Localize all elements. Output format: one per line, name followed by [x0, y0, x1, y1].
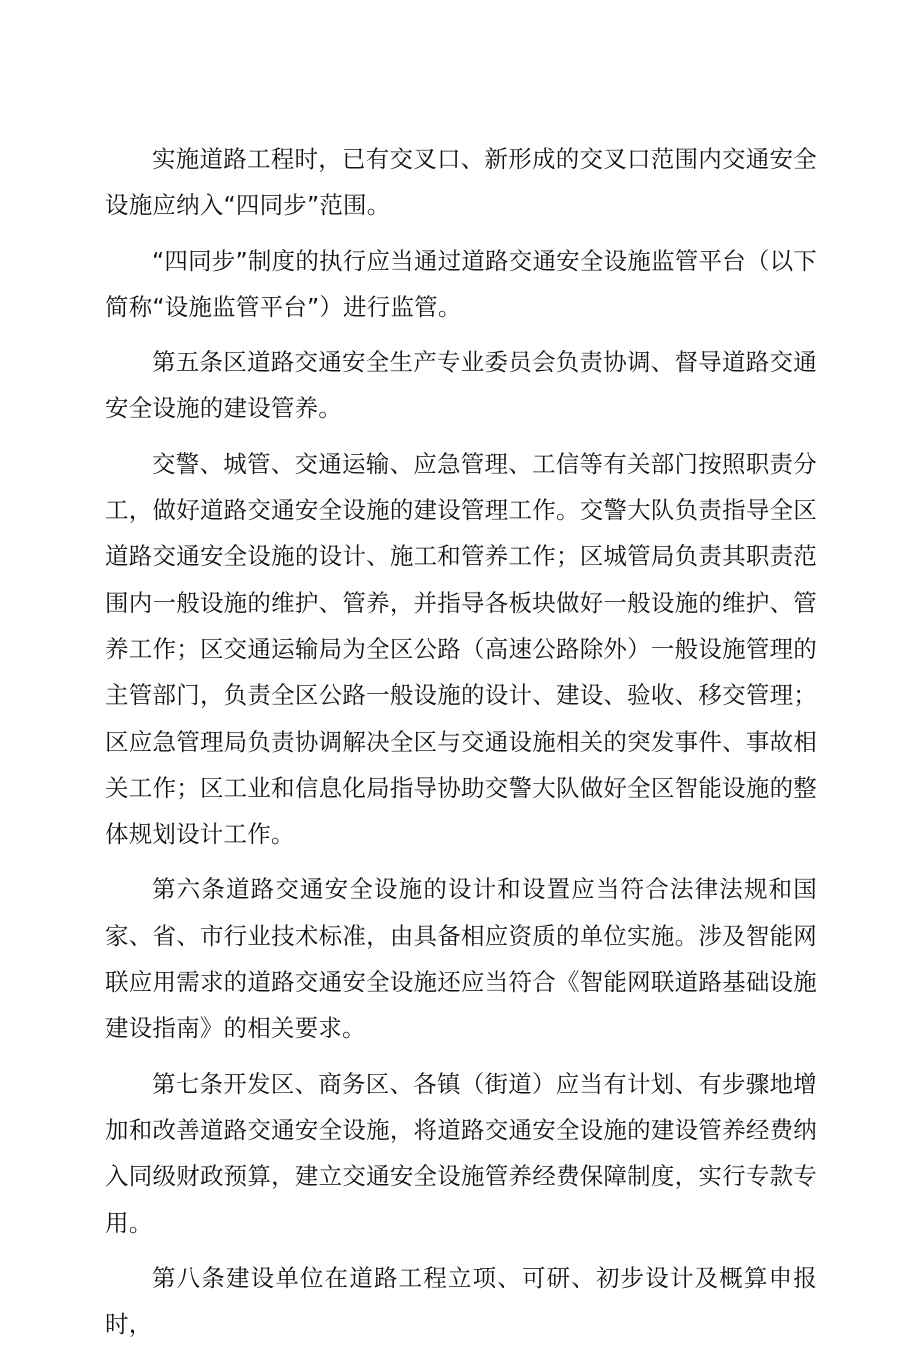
- paragraph-article-8: 第八条建设单位在道路工程立项、可研、初步设计及概算申报时，: [105, 1263, 817, 1339]
- paragraph-article-6: 第六条道路交通安全设施的设计和设置应当符合法律法规和国家、省、市行业技术标准，由具备相应资质的单位实施。涉及智能网联应用需求的道路交通安全设施还应当符合《智能网联道路基础设施建设指南》的相关要求。: [105, 875, 817, 1043]
- paragraph-article-7: 第七条开发区、商务区、各镇（街道）应当有计划、有步骤地增加和改善道路交通安全设施，将道路交通安全设施的建设管养经费纳入同级财政预算，建立交通安全设施管养经费保障制度，实行专款专用。: [105, 1069, 817, 1237]
- paragraph-four-sync-supervision: “四同步”制度的执行应当通过道路交通安全设施监管平台（以下简称“设施监管平台”）进行监管。: [105, 246, 817, 321]
- paragraph-article-5: 第五条区道路交通安全生产专业委员会负责协调、督导道路交通安全设施的建设管养。: [105, 348, 817, 423]
- document-body: [105, 136, 817, 1356]
- paragraph-department-duties: 交警、城管、交通运输、应急管理、工信等有关部门按照职责分工，做好道路交通安全设施的建设管理工作。交警大队负责指导全区道路交通安全设施的设计、施工和管养工作；区城管局负责其职责范围内一般设施的维护、管养，并指导各板块做好一般设施的维护、管养工作；区交通运输局为全区公路（高速公路除外）一般设施管理的主管部门，负责全区公路一般设施的设计、建设、验收、移交管理；区应急管理局负责协调解决全区与交通设施相关的突发事件、事故相关工作；区工业和信息化局指导协助交警大队做好全区智能设施的整体规划设计工作。: [105, 449, 817, 849]
- paragraph-intersection-scope: 实施道路工程时，已有交叉口、新形成的交叉口范围内交通安全设施应纳入“四同步”范围。: [105, 145, 817, 220]
